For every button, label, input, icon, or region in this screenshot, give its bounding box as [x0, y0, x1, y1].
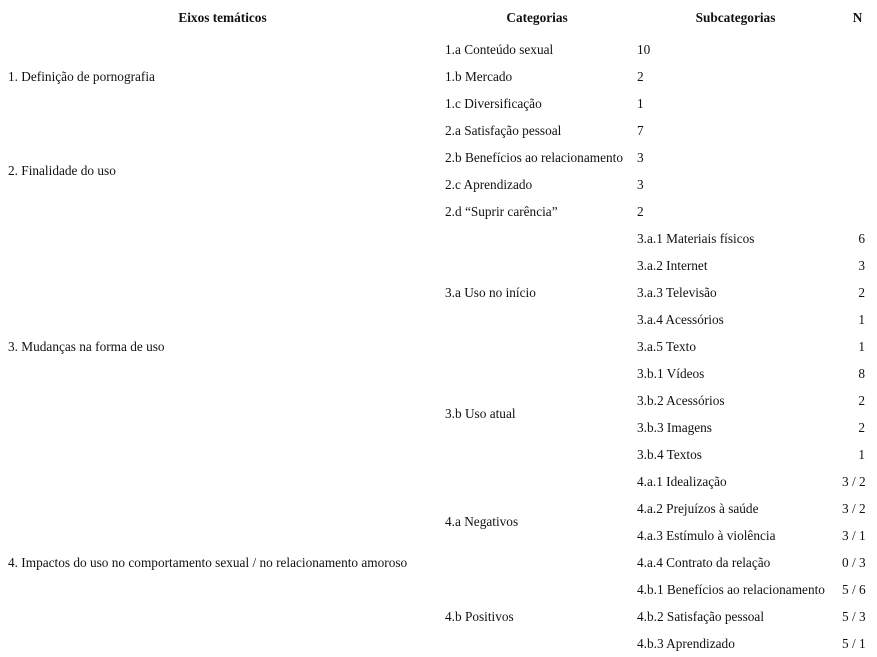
- subcategory-cell: 3.b.4 Textos: [637, 446, 702, 462]
- subcategory-cell: 4.a.4 Contrato da relação: [637, 554, 771, 570]
- n-cell: 3 / 2: [842, 500, 866, 516]
- header-subcategorias: Subcategorias: [695, 10, 776, 25]
- axis-cell: 1. Definição de pornografia: [8, 68, 155, 84]
- category-value-cell: 2: [637, 203, 644, 219]
- subcategory-cell: 4.b.3 Aprendizado: [637, 635, 735, 651]
- n-cell: 5 / 6: [842, 581, 866, 597]
- subcategory-cell: 3.b.3 Imagens: [637, 419, 712, 435]
- n-cell: 0 / 3: [842, 554, 866, 570]
- n-cell: 3: [858, 257, 865, 273]
- header-row: [4, 0, 877, 36]
- n-cell: 2: [858, 284, 865, 300]
- header-eixos: Eixos temáticos: [178, 10, 267, 25]
- category-cell: 2.b Benefícios ao relacionamento: [445, 149, 623, 165]
- axis-cell: 2. Finalidade do uso: [8, 163, 116, 178]
- category-value-cell: 2: [637, 68, 644, 84]
- category-value-cell: 3: [637, 176, 644, 192]
- subcategory-cell: 3.a.3 Televisão: [637, 284, 717, 300]
- category-cell: 2.a Satisfação pessoal: [445, 122, 562, 138]
- category-cell: 2.c Aprendizado: [445, 176, 533, 192]
- n-cell-empty: [838, 90, 877, 117]
- axis-cell: 4. Impactos do uso no comportamento sexual / no relacionamento amoroso: [8, 554, 408, 570]
- table-row: [4, 468, 877, 495]
- subcategory-cell: 4.a.2 Prejuízos à saúde: [637, 500, 759, 516]
- axis-cell: 3. Mudanças na forma de uso: [8, 338, 165, 354]
- subcategory-cell: 3.a.4 Acessórios: [637, 311, 724, 327]
- thematic-table: [4, 0, 877, 657]
- n-cell-empty: [838, 117, 877, 144]
- n-cell: 2: [858, 419, 865, 435]
- n-cell: 5 / 1: [842, 635, 866, 651]
- n-cell: 3 / 1: [842, 527, 866, 543]
- subcategory-cell: 3.b.1 Vídeos: [637, 365, 705, 381]
- table-body: [4, 36, 877, 657]
- n-cell-empty: [838, 198, 877, 225]
- n-cell-empty: [838, 63, 877, 90]
- category-cell: 4.b Positivos: [445, 608, 514, 624]
- subcategory-cell: 4.a.3 Estímulo à violência: [637, 527, 776, 543]
- subcategory-cell: 3.a.5 Texto: [637, 338, 697, 354]
- category-cell: 4.a Negativos: [445, 514, 519, 529]
- table-row: [4, 225, 877, 252]
- category-cell: 1.a Conteúdo sexual: [445, 41, 554, 57]
- n-cell: 8: [858, 365, 865, 381]
- category-value-cell: 3: [637, 149, 644, 165]
- category-cell: 3.a Uso no início: [445, 284, 536, 300]
- table-row: [4, 117, 877, 144]
- n-cell: 1: [858, 446, 865, 462]
- n-cell: 3 / 2: [842, 473, 866, 489]
- subcategory-cell: 3.b.2 Acessórios: [637, 392, 725, 408]
- category-cell: 2.d “Suprir carência”: [445, 203, 558, 219]
- n-cell-empty: [838, 144, 877, 171]
- category-value-cell: 1: [637, 95, 644, 111]
- n-cell: 2: [858, 392, 865, 408]
- category-value-cell: 7: [637, 122, 644, 138]
- subcategory-cell: 3.a.2 Internet: [637, 257, 708, 273]
- category-value-cell: 10: [637, 41, 651, 57]
- n-cell: 5 / 3: [842, 608, 866, 624]
- n-cell: 6: [858, 230, 865, 246]
- category-cell: 1.c Diversificação: [445, 95, 542, 111]
- subcategory-cell: 4.b.1 Benefícios ao relacionamento: [637, 581, 825, 597]
- header-categorias: Categorias: [506, 10, 568, 25]
- n-cell-empty: [838, 171, 877, 198]
- subcategory-cell: 4.a.1 Idealização: [637, 473, 727, 489]
- n-cell: 1: [858, 311, 865, 327]
- header-n: N: [852, 10, 863, 25]
- subcategory-cell: 4.b.2 Satisfação pessoal: [637, 608, 765, 624]
- subcategory-cell: 3.a.1 Materiais físicos: [637, 230, 755, 246]
- category-cell: 1.b Mercado: [445, 68, 513, 84]
- category-cell: 3.b Uso atual: [445, 406, 516, 421]
- table-row: [4, 36, 877, 63]
- n-cell: 1: [858, 338, 865, 354]
- n-cell-empty: [838, 36, 877, 63]
